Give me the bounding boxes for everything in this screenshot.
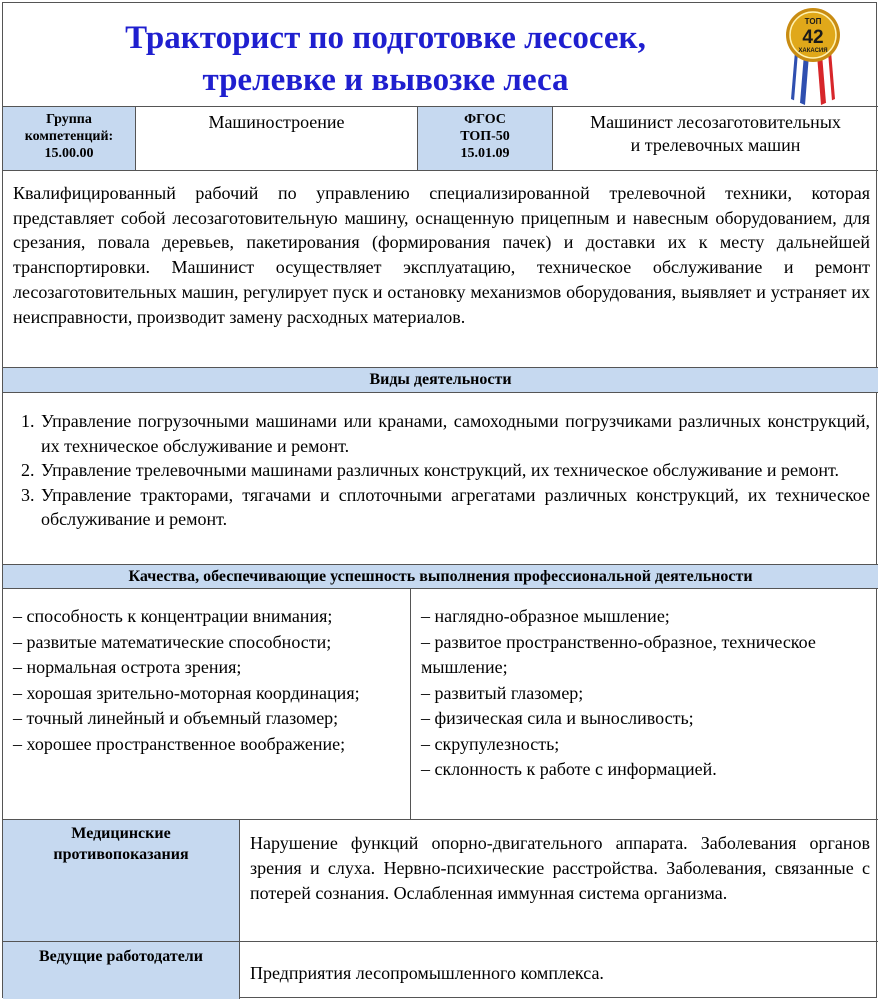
employers-label: Ведущие работодатели [3, 942, 240, 999]
fgos-code: 15.01.09 [460, 146, 510, 161]
profession-description: Квалифицированный рабочий по управлению специализированной трелевочной техники, которая представляет собой лесозаготовительную машину, оснащенную прицепным и навесным оборудованием, для срезания, повала деревьев, пакетирования (формирования пачек) и доставки их к месту дальнейшей транспортировки. Машинист осуществляет эксплуатацию, техническое обслуживание и ремонт лесозаготовительных машин, регулирует пуск и остановку механизмов оборудования, выявляет и устраняет их неисправности, производит замену расходных материалов. [3, 171, 878, 368]
list-item: – способность к концентрации внимания; [13, 606, 333, 626]
list-item: – склонность к работе с информацией. [421, 759, 717, 779]
list-item: – скрупулезность; [421, 733, 560, 754]
medical-text: Нарушение функций опорно-двигательного аппарата. Заболевания органов зрения и слуха. Нервно-психические расстройства. Заболевания, связанные с потерей сознания. Ослабленная иммунная система организма. [250, 833, 870, 903]
badge-top-text: ТОП [804, 17, 822, 26]
medical-section [3, 820, 878, 942]
qualities-left-column [3, 589, 411, 819]
activities-list [11, 409, 870, 532]
competence-group-code: 15.00.00 [44, 146, 94, 161]
title-line-1: Тракторист по подготовке лесосек, [125, 20, 646, 56]
competence-group-label: Группа компетенций: 15.00.00 [3, 107, 136, 170]
qualities-section [3, 589, 878, 820]
list-item: – хорошее пространственное воображение; [13, 733, 346, 754]
employers-text: Предприятия лесопромышленного комплекса. [250, 963, 604, 983]
list-item: 2. Управление трелевочными машинами различных конструкций, их техническое обслуживание и ремонт. [39, 458, 870, 483]
badge-region: ХАКАСИЯ [798, 48, 828, 54]
medical-label: Медицинские противопоказания [3, 820, 240, 941]
competence-group-value: Машиностроение [136, 107, 418, 170]
activities-heading: Виды деятельности [3, 368, 878, 393]
badge-number: 42 [802, 27, 824, 48]
list-item: 3. Управление тракторами, тягачами и сплоточными агрегатами различных конструкций, их техническое обслуживание и ремонт. [39, 483, 870, 532]
list-item: – физическая сила и выносливость; [421, 708, 694, 728]
title-line-2: трелевке и вывозке леса [202, 62, 569, 98]
employers-section [3, 942, 878, 999]
list-item: – наглядно-образное мышление; [421, 606, 670, 626]
page-title [3, 17, 768, 101]
list-item: – хорошая зрительно-моторная координация; [13, 682, 360, 703]
title-block [3, 3, 878, 107]
list-item: 1. Управление погрузочными машинами или кранами, самоходными погрузчиками различных конструкций, их техническое обслуживание и ремонт. [39, 409, 870, 458]
list-item: – развитое пространственно-образное, техническое мышление; [421, 631, 816, 677]
profession-card [2, 2, 877, 998]
list-item: – точный линейный и объемный глазомер; [13, 708, 339, 728]
profession-name: Машинист лесозаготовительных и трелевочных машин [590, 112, 841, 155]
fgos-label: ФГОС ТОП-50 15.01.09 [418, 107, 553, 170]
list-item: – развитые математические способности; [13, 631, 332, 652]
qualities-heading: Качества, обеспечивающие успешность выполнения профессиональной деятельности [3, 565, 878, 589]
list-item: – нормальная острота зрения; [13, 657, 242, 677]
header-row [3, 107, 878, 171]
list-item: – развитый глазомер; [421, 682, 584, 703]
top42-badge-icon [781, 7, 845, 107]
qualities-right-column [411, 589, 878, 819]
activities-section [3, 393, 878, 565]
